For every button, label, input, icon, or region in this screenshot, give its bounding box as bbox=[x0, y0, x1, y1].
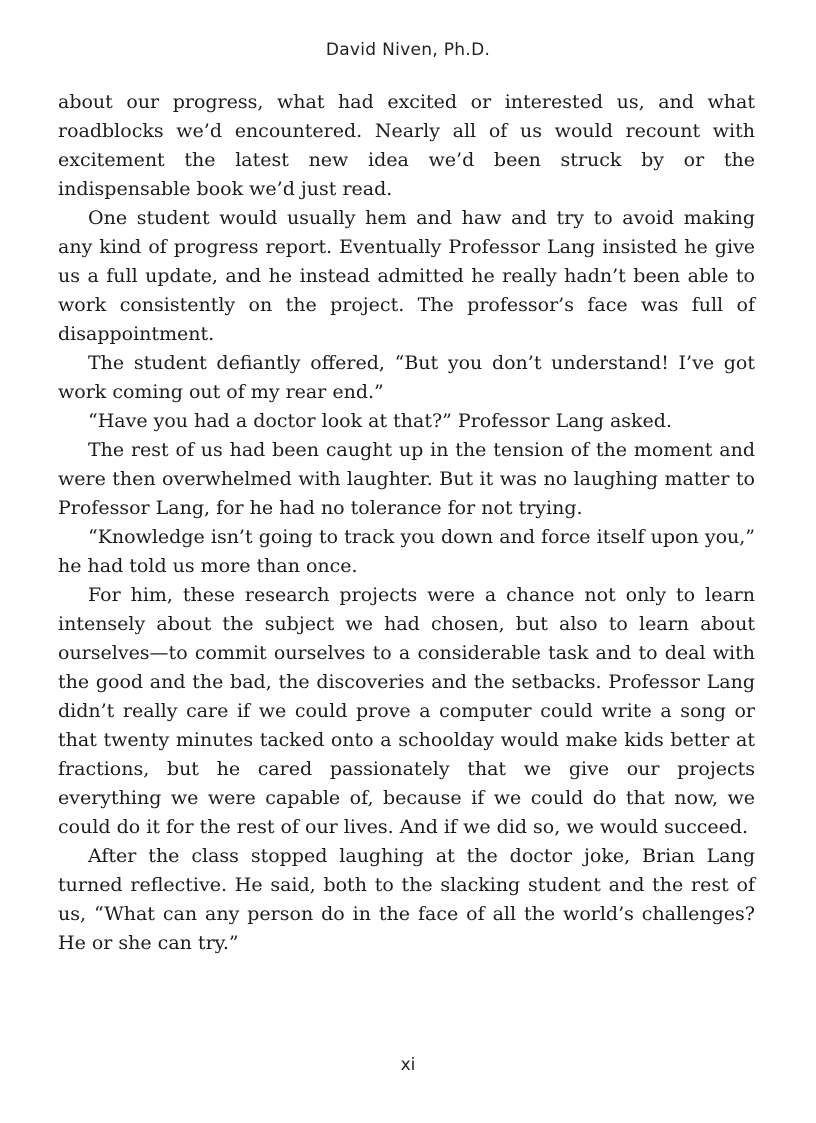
paragraph-8: After the class stopped laughing at the doctor joke, Brian Lang turned reflective. He said, both to the slacking student and the rest of us, “What can any person do in the face of all the world’s challenges? He or she can try.” bbox=[58, 845, 755, 954]
paragraph-6: “Knowledge isn’t going to track you down and force itself upon you,” he had told us more than once. bbox=[58, 526, 755, 577]
page-number: xi bbox=[400, 1055, 416, 1075]
running-header: David Niven, Ph.D. bbox=[325, 40, 491, 60]
paragraph-2: One student would usually hem and haw and try to avoid making any kind of progress report. Eventually Professor Lang insisted he give us a full update, and he instead admitted he really hadn’t been able to work consistently on the project. The professor’s face was full of disappointment. bbox=[58, 207, 755, 345]
paragraph-7: For him, these research projects were a chance not only to learn intensely about the subject we had chosen, but also to learn about ourselves—to commit ourselves to a considerable task and to deal with the good and the bad, the discoveries and the setbacks. Professor Lang didn’t really care if we could prove a computer could write a song or that twenty minutes tacked onto a schoolday would make kids better at fractions, but he cared passionately that we give our projects everything we were capable of, because if we could do that now, we could do it for the rest of our lives. And if we did so, we would succeed. bbox=[58, 584, 755, 838]
paragraph-4: “Have you had a doctor look at that?” Professor Lang asked. bbox=[88, 410, 672, 432]
paragraph-1: about our progress, what had excited or interested us, and what roadblocks we’d encountered. Nearly all of us would recount with excitement the latest new idea we’d been struck by or the indispensable book we’d just read. bbox=[58, 91, 755, 200]
paragraph-5: The rest of us had been caught up in the tension of the moment and were then overwhelmed with laughter. But it was no laughing matter to Professor Lang, for he had no tolerance for not trying. bbox=[58, 439, 755, 519]
page-body bbox=[58, 88, 755, 958]
paragraph-3: The student defiantly offered, “But you don’t understand! I’ve got work coming out of my rear end.” bbox=[58, 352, 755, 403]
